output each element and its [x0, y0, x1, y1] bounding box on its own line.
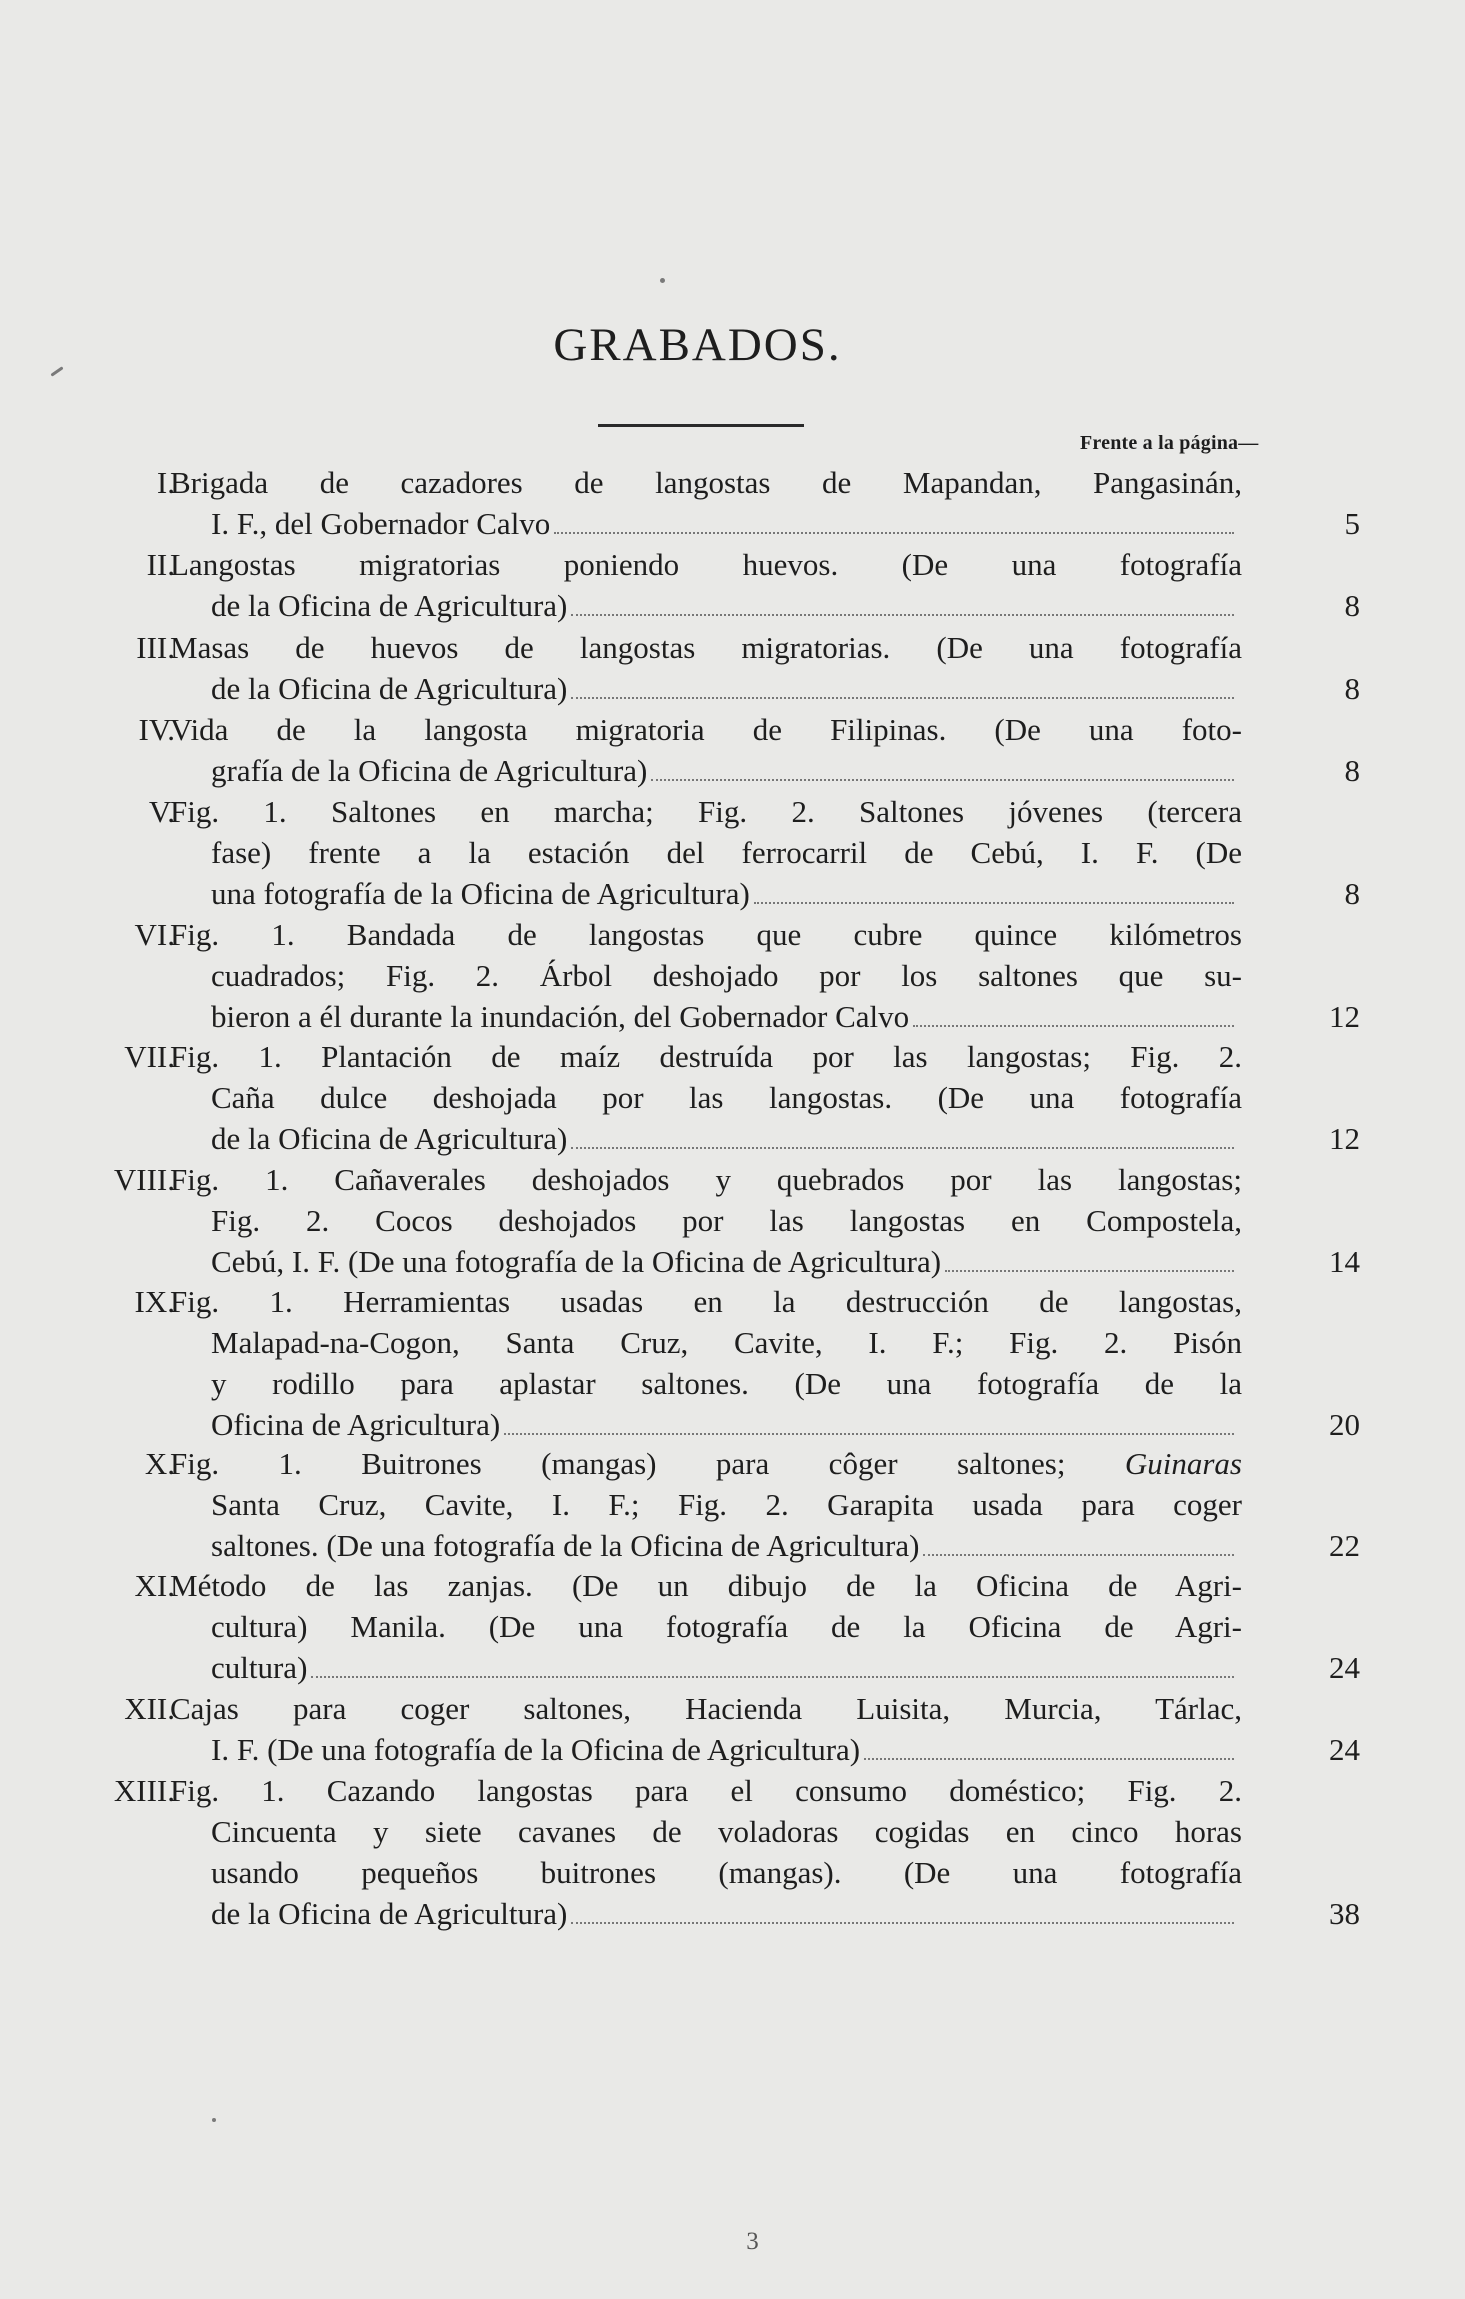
caption-line: Cincuenta y siete cavanes de voladoras cogidas en cinco horas	[211, 1814, 1242, 1849]
caption-line: Masas de huevos de langostas migratorias. (De una fotografía	[170, 630, 1242, 665]
folio	[0, 2228, 1465, 2256]
caption-last-line	[170, 585, 1242, 626]
plate-caption	[170, 1688, 1242, 1770]
page-number: 8	[1344, 671, 1360, 706]
plate-numeral: IV.	[138, 712, 175, 747]
caption-line: Fig. 1. Bandada de langostas que cubre quince kilómetros	[170, 917, 1242, 952]
caption-last-line	[170, 1525, 1242, 1566]
list-item	[0, 1688, 1465, 1770]
list-item	[0, 791, 1465, 914]
plate-caption	[170, 627, 1242, 709]
column-header: Frente a la página—	[1080, 432, 1259, 454]
plate-caption	[170, 1565, 1242, 1688]
caption-line: Cebú, I. F. (De una fotografía de la Oficina de Agricultura)	[211, 1244, 942, 1279]
dot-leader	[571, 1147, 1234, 1149]
list-item	[0, 1565, 1465, 1688]
caption-line: Fig. 1. Cazando langostas para el consumo doméstico; Fig. 2.	[170, 1773, 1242, 1808]
caption-line: Oficina de Agricultura)	[211, 1407, 501, 1442]
plate-caption	[170, 544, 1242, 626]
list-item	[0, 627, 1465, 709]
caption-last-line	[170, 668, 1242, 709]
plate-caption	[170, 1281, 1242, 1445]
caption-line: Langostas migratorias poniendo huevos. (De una fotografía	[170, 547, 1242, 582]
caption-line: Malapad-na-Cogon, Santa Cruz, Cavite, I. F.; Fig. 2. Pisón	[211, 1325, 1242, 1360]
caption-line: Fig. 1. Cañaverales deshojados y quebrados por las langostas;	[170, 1162, 1242, 1197]
page-number: 38	[1329, 1896, 1360, 1931]
caption-line: Vida de la langosta migratoria de Filipinas. (De una foto-	[170, 712, 1242, 747]
plate-caption	[170, 462, 1242, 544]
italic-place-name: Guinaras	[1124, 1446, 1242, 1481]
list-item	[0, 1281, 1465, 1445]
caption-last-line	[170, 1893, 1242, 1934]
list-item	[0, 914, 1465, 1037]
plate-caption	[170, 914, 1242, 1037]
plate-numeral: VI.	[134, 917, 175, 952]
caption-line: Caña dulce deshojada por las langostas. (De una fotografía	[211, 1080, 1242, 1115]
dot-leader	[571, 697, 1234, 699]
caption-line: Fig. 1. Buitrones (mangas) para côger saltones; Guinaras	[170, 1446, 1242, 1481]
list-item	[0, 462, 1465, 544]
plate-numeral: V.	[148, 794, 175, 829]
list-item	[0, 544, 1465, 626]
caption-last-line	[170, 1647, 1242, 1688]
dot-leader	[504, 1433, 1234, 1435]
dot-leader	[311, 1676, 1234, 1678]
page-number: 5	[1344, 506, 1360, 541]
speck	[660, 278, 665, 283]
plate-numeral: IX.	[134, 1284, 175, 1319]
plate-numeral: X.	[144, 1446, 175, 1481]
caption-line: Santa Cruz, Cavite, I. F.; Fig. 2. Garapita usada para coger	[211, 1487, 1242, 1522]
dot-leader	[571, 1922, 1234, 1924]
plate-caption	[170, 1443, 1242, 1566]
caption-line: una fotografía de la Oficina de Agricultura)	[211, 876, 750, 911]
caption-line: cultura) Manila. (De una fotografía de la Oficina de Agri-	[211, 1609, 1242, 1644]
plate-numeral: XII.	[124, 1691, 175, 1726]
caption-line: Cajas para coger saltones, Hacienda Luisita, Murcia, Tárlac,	[170, 1691, 1242, 1726]
page-number: 12	[1329, 1121, 1360, 1156]
plate-numeral: VII.	[124, 1039, 175, 1074]
plate-numeral: II.	[146, 547, 175, 582]
plate-numeral: VIII.	[113, 1162, 175, 1197]
page-number: 8	[1344, 588, 1360, 623]
page-number: 12	[1329, 999, 1360, 1034]
caption-line: Fig. 2. Cocos deshojados por las langostas en Compostela,	[211, 1203, 1242, 1238]
dot-leader	[923, 1554, 1234, 1556]
caption-line: saltones. (De una fotografía de la Oficina de Agricultura)	[211, 1528, 920, 1563]
caption-last-line	[170, 873, 1242, 914]
dot-leader	[554, 532, 1234, 534]
list-item	[0, 1159, 1465, 1282]
plate-caption	[170, 1036, 1242, 1159]
page-number: 8	[1344, 753, 1360, 788]
caption-line: I. F., del Gobernador Calvo	[211, 506, 551, 541]
dot-leader	[945, 1270, 1234, 1272]
plate-caption	[170, 709, 1242, 791]
list-item	[0, 1770, 1465, 1934]
page-number: 8	[1344, 876, 1360, 911]
caption-line: grafía de la Oficina de Agricultura)	[211, 753, 648, 788]
caption-line: Brigada de cazadores de langostas de Mapandan, Pangasinán,	[170, 465, 1242, 500]
plate-numeral: XI.	[134, 1568, 175, 1603]
caption-line: Fig. 1. Herramientas usadas en la destrucción de langostas,	[170, 1284, 1242, 1319]
caption-line: bieron a él durante la inundación, del Gobernador Calvo	[211, 999, 910, 1034]
plate-numeral: I.	[156, 465, 175, 500]
caption-line: Método de las zanjas. (De un dibujo de la Oficina de Agri-	[170, 1568, 1242, 1603]
page-folio-number: 3	[746, 2228, 759, 2255]
page-number: 24	[1329, 1650, 1360, 1685]
page-number: 14	[1329, 1244, 1360, 1279]
caption-line: de la Oficina de Agricultura)	[211, 588, 568, 623]
caption-last-line	[170, 1404, 1242, 1445]
caption-line: y rodillo para aplastar saltones. (De una fotografía de la	[211, 1366, 1242, 1401]
caption-last-line	[170, 503, 1242, 544]
caption-line: cuadrados; Fig. 2. Árbol deshojado por los saltones que su-	[211, 958, 1242, 993]
caption-line: I. F. (De una fotografía de la Oficina de Agricultura)	[211, 1732, 861, 1767]
caption-line: de la Oficina de Agricultura)	[211, 1896, 568, 1931]
caption-last-line	[170, 1118, 1242, 1159]
caption-last-line	[170, 996, 1242, 1037]
plate-numeral: XIII.	[113, 1773, 175, 1808]
dot-leader	[754, 902, 1234, 904]
caption-line: de la Oficina de Agricultura)	[211, 671, 568, 706]
caption-line: usando pequeños buitrones (mangas). (De una fotografía	[211, 1855, 1242, 1890]
page-number: 22	[1329, 1528, 1360, 1563]
list-item	[0, 1036, 1465, 1159]
caption-line: Fig. 1. Saltones en marcha; Fig. 2. Saltones jóvenes (tercera	[170, 794, 1242, 829]
caption-line: de la Oficina de Agricultura)	[211, 1121, 568, 1156]
plate-caption	[170, 1770, 1242, 1934]
plate-caption	[170, 1159, 1242, 1282]
title-rule	[598, 424, 804, 427]
caption-last-line	[170, 1729, 1242, 1770]
caption-line: fase) frente a la estación del ferrocarril de Cebú, I. F. (De	[211, 835, 1242, 870]
plate-caption	[170, 791, 1242, 914]
page-title: GRABADOS.	[553, 319, 842, 371]
dot-leader	[913, 1025, 1234, 1027]
dot-leader	[864, 1758, 1234, 1760]
dot-leader	[651, 779, 1234, 781]
page-number: 20	[1329, 1407, 1360, 1442]
caption-last-line	[170, 1241, 1242, 1282]
caption-line: Fig. 1. Plantación de maíz destruída por las langostas; Fig. 2.	[170, 1039, 1242, 1074]
dot-leader	[571, 614, 1234, 616]
caption-last-line	[170, 750, 1242, 791]
page-number: 24	[1329, 1732, 1360, 1767]
list-item	[0, 709, 1465, 791]
plate-numeral: III.	[136, 630, 175, 665]
caption-line: cultura)	[211, 1650, 308, 1685]
speck	[212, 2118, 216, 2122]
list-item	[0, 1443, 1465, 1566]
